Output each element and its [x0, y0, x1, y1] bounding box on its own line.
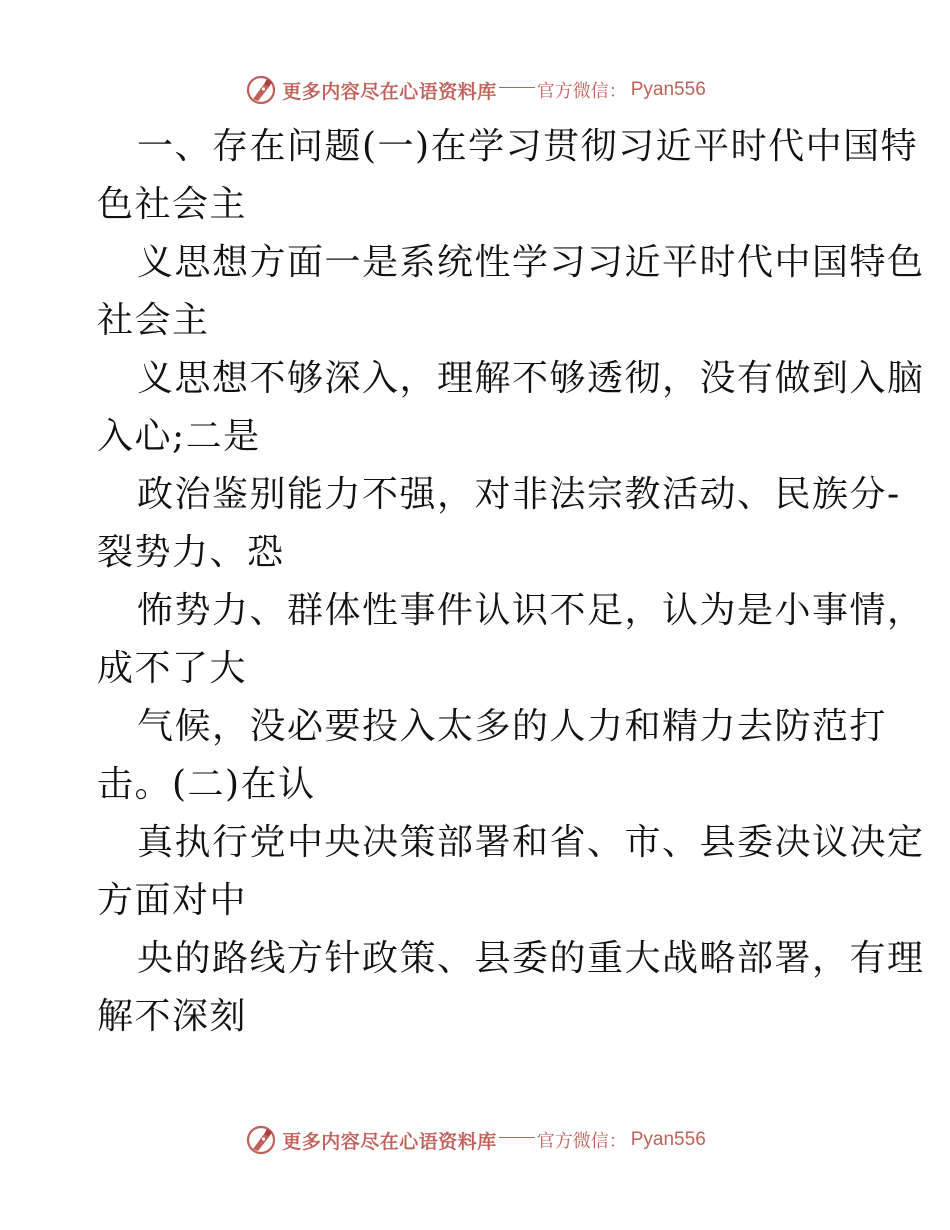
pen-nib-icon — [244, 73, 278, 107]
text-line: 央的路线方针政策、县委的重大战略部署，有理 — [137, 938, 925, 979]
text-line: 方面对中 — [97, 880, 248, 921]
header-watermark — [0, 70, 950, 110]
footer-watermark — [0, 1120, 950, 1160]
watermark-text: 更多内容尽在心语资料库 — [282, 80, 497, 103]
text-line: 色社会主 — [97, 184, 248, 225]
watermark-handle: Pyan556 — [630, 1129, 706, 1150]
text-line: 义思想方面一是系统性学习习近平时代中国特色 — [137, 242, 925, 283]
text-line: 义思想不够深入，理解不够透彻，没有做到入脑 — [137, 358, 925, 399]
text-line: 击。(二)在认 — [97, 764, 316, 805]
text-line: 怖势力、群体性事件认识不足，认为是小事情， — [137, 590, 925, 631]
text-line: 气候，没必要投入太多的人力和精力去防范打 — [137, 706, 888, 747]
watermark-label: 官方微信： — [536, 1131, 627, 1152]
text-line: 解不深刻 — [97, 996, 248, 1037]
document-body — [97, 118, 925, 1046]
text-line: 社会主 — [97, 300, 210, 341]
text-line: 成不了大 — [97, 648, 248, 689]
watermark-handle: Pyan556 — [630, 79, 706, 100]
text-line: 一、存在问题(一)在学习贯彻习近平时代中国特 — [137, 126, 919, 167]
text-line: 裂势力、恐 — [97, 532, 285, 573]
text-line: 真执行党中央决策部署和省、市、县委决议决定 — [137, 822, 925, 863]
pen-nib-icon — [244, 1123, 278, 1157]
watermark-label: 官方微信： — [536, 81, 627, 102]
text-line: 入心;二是 — [97, 416, 261, 457]
watermark-text: 更多内容尽在心语资料库 — [282, 1130, 497, 1153]
watermark-divider — [499, 1137, 535, 1138]
text-line: 政治鉴别能力不强，对非法宗教活动、民族分- — [137, 474, 901, 515]
watermark-divider — [499, 87, 535, 88]
